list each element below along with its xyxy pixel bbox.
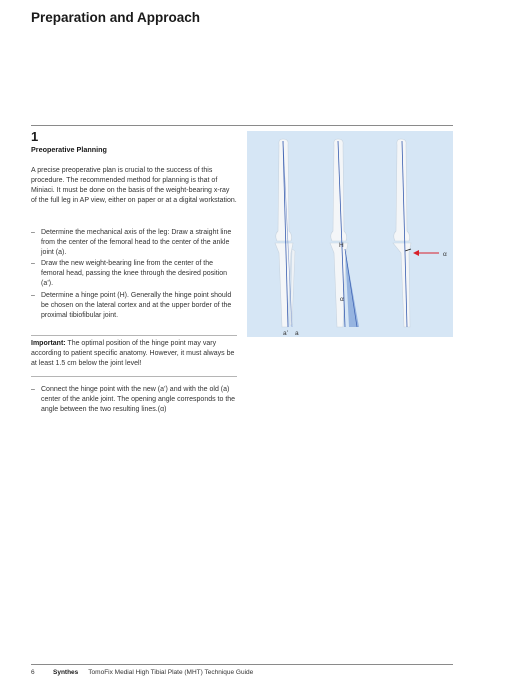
leg-original-axis xyxy=(275,139,299,337)
connection-step: – Connect the hinge point with the new (a’) and with the old (a) center of the ankle joint. The opening angle corresponds to the angle between the two resulting lines.(α) xyxy=(31,385,237,415)
label-alpha-arrow: α xyxy=(443,251,447,258)
important-label: Important: xyxy=(31,340,66,347)
planning-step: – Determine the mechanical axis of the leg: Draw a straight line from the center of the femoral head to the center of the ankle joint (a). xyxy=(31,228,237,258)
planning-illustration xyxy=(247,131,453,337)
footer-divider xyxy=(31,664,453,665)
important-divider-bottom xyxy=(31,376,237,377)
planning-steps-list xyxy=(31,228,237,322)
planning-step: – Draw the new weight-bearing line from the center of the femoral head, passing the knee through the desired position (a’). xyxy=(31,259,237,289)
tibia-bone xyxy=(393,243,411,327)
document-title: TomoFix Medial High Tibial Plate (MHT) Technique Guide xyxy=(88,669,254,676)
connection-steps-list xyxy=(31,385,237,416)
step-heading: Preoperative Planning xyxy=(31,145,107,154)
step-number: 1 xyxy=(31,129,39,144)
page-title: Preparation and Approach xyxy=(31,10,201,25)
intro-paragraph: A precise preoperative plan is crucial to the success of this procedure. The recommended method for planning is that of Miniaci. It must be done on the basis of the weight-bearing x-ray of the full leg in AP view, either on paper or at a digital workstation. xyxy=(31,167,237,205)
tibia-bone xyxy=(330,243,348,327)
important-note xyxy=(31,339,237,369)
label-alpha-wedge: α xyxy=(340,296,344,303)
leg-hinge-wedge xyxy=(330,139,359,327)
brand-name: Synthes xyxy=(53,669,79,676)
leg-xray-diagram xyxy=(247,131,453,337)
red-arrow-icon xyxy=(413,250,419,256)
important-divider-top xyxy=(31,335,237,336)
label-a: a xyxy=(295,330,299,337)
planning-step: – Determine a hinge point (H). Generally the hinge point should be chosen on the lateral cortex and at the upper border of the proximal tibiofibular joint. xyxy=(31,291,237,321)
label-a-prime: a’ xyxy=(283,330,289,337)
femur-bone xyxy=(394,139,410,241)
page-footer xyxy=(31,669,253,676)
label-hinge: H xyxy=(339,242,344,249)
important-text: The optimal position of the hinge point may vary according to patient specific anatomy. However, it must always be at least 1.5 cm below the joint level! xyxy=(31,340,235,368)
page-number: 6 xyxy=(31,669,35,676)
section-divider-top xyxy=(31,125,453,126)
leg-corrected xyxy=(393,139,447,327)
